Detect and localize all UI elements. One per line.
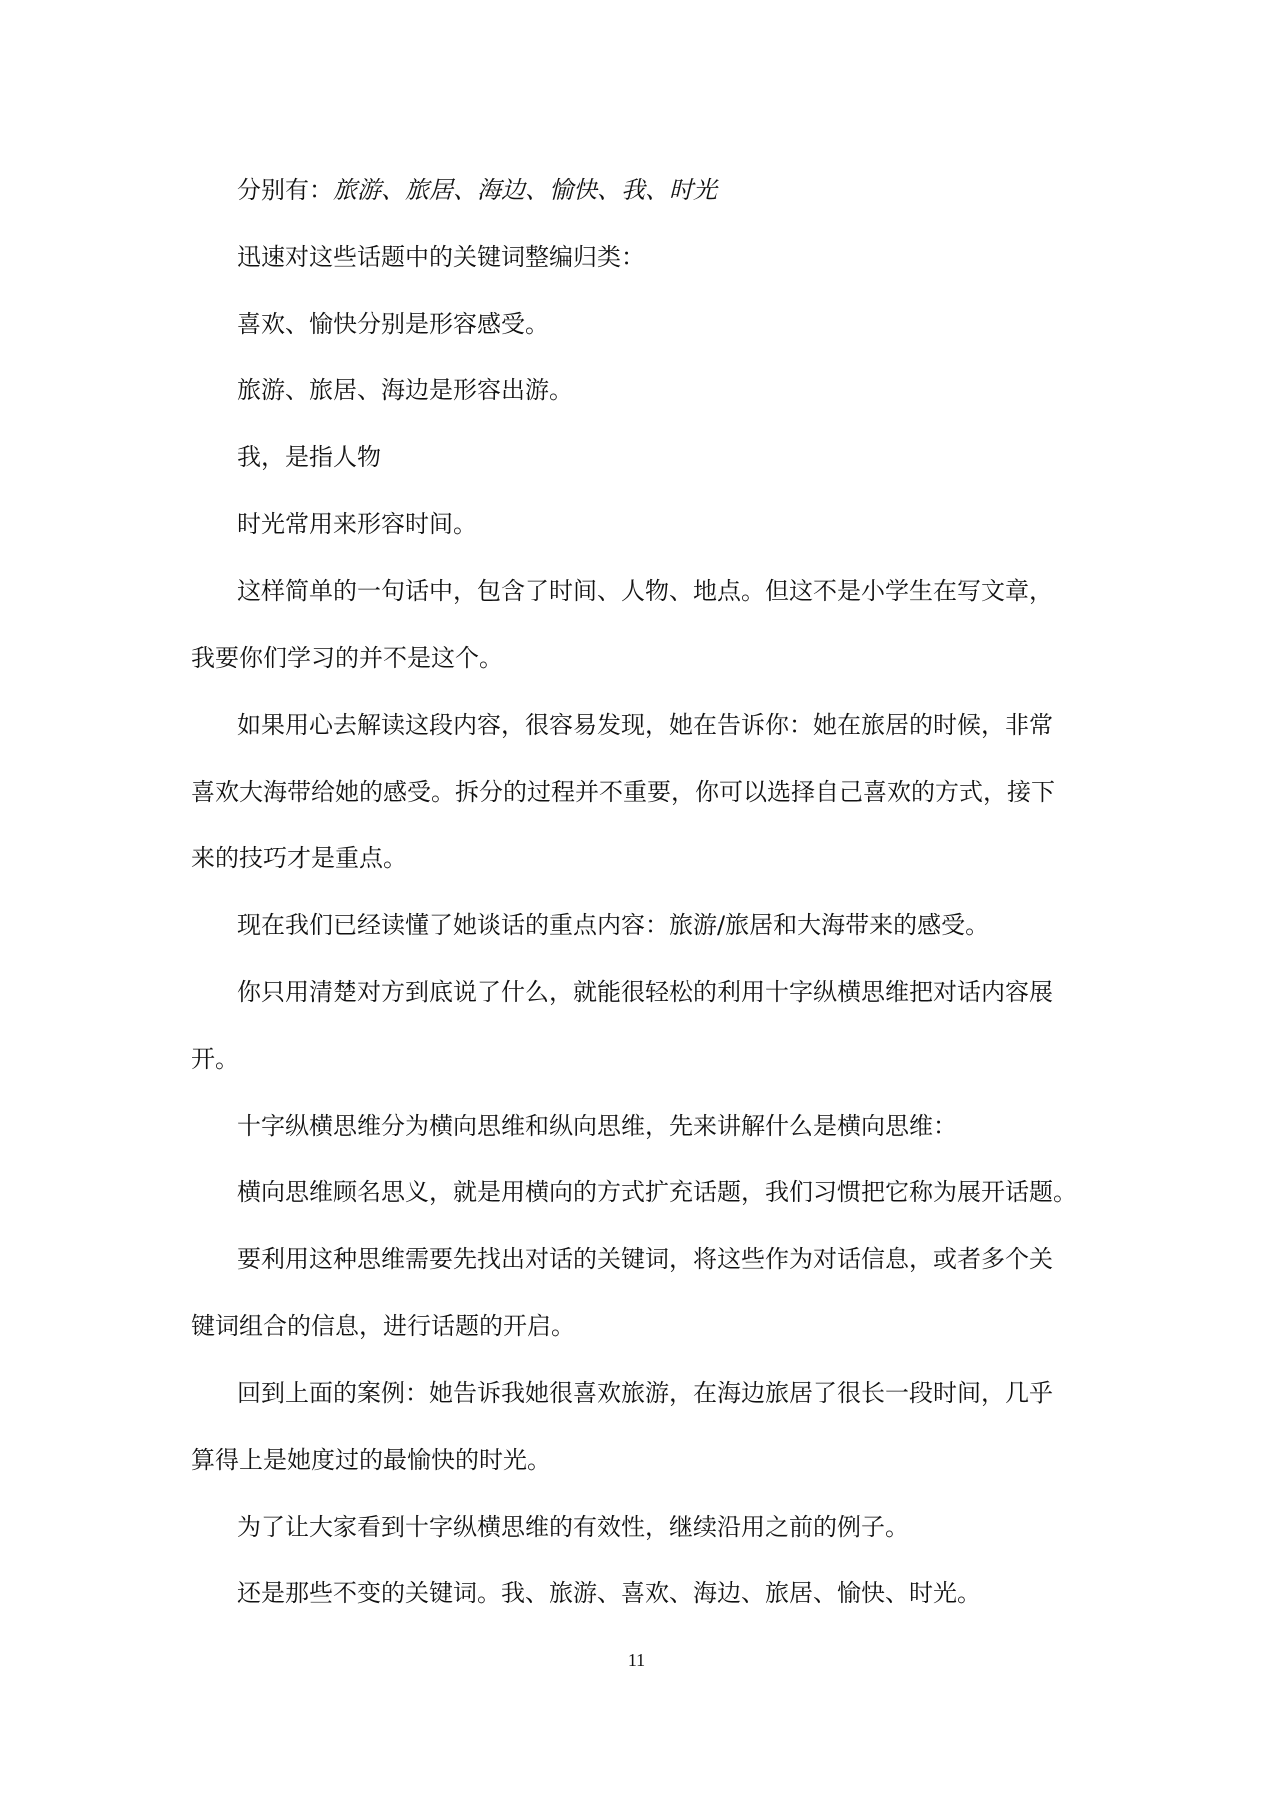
paragraph-line: 十字纵横思维分为横向思维和纵向思维，先来讲解什么是横向思维：	[237, 1112, 957, 1140]
paragraph-line: 我要你们学习的并不是这个。	[191, 644, 503, 672]
paragraph-line: 现在我们已经读懂了她谈话的重点内容：旅游/旅居和大海带来的感受。	[237, 911, 990, 939]
paragraph-line: 如果用心去解读这段内容，很容易发现，她在告诉你：她在旅居的时候，非常	[237, 711, 1053, 739]
paragraph-line: 键词组合的信息，进行话题的开启。	[191, 1312, 575, 1340]
paragraph-line: 这样简单的一句话中，包含了时间、人物、地点。但这不是小学生在写文章，	[237, 577, 1053, 605]
paragraph-line: 迅速对这些话题中的关键词整编归类：	[237, 243, 645, 271]
paragraph-line: 我，是指人物	[237, 443, 381, 471]
paragraph-line: 还是那些不变的关键词。我、旅游、喜欢、海边、旅居、愉快、时光。	[237, 1579, 981, 1607]
paragraph-line: 时光常用来形容时间。	[237, 510, 477, 538]
paragraph-line: 算得上是她度过的最愉快的时光。	[191, 1446, 551, 1474]
paragraph-line: 横向思维顾名思义，就是用横向的方式扩充话题，我们习惯把它称为展开话题。	[237, 1178, 1077, 1206]
paragraph-line: 喜欢大海带给她的感受。拆分的过程并不重要，你可以选择自己喜欢的方式，接下	[191, 778, 1055, 806]
paragraph-line: 来的技巧才是重点。	[191, 844, 407, 872]
paragraph-line: 为了让大家看到十字纵横思维的有效性，继续沿用之前的例子。	[237, 1513, 909, 1541]
keywords-prefix: 分别有：	[237, 176, 333, 204]
paragraph-line: 开。	[191, 1045, 239, 1073]
paragraph-line: 你只用清楚对方到底说了什么，就能很轻松的利用十字纵横思维把对话内容展	[237, 978, 1053, 1006]
paragraph-line: 旅游、旅居、海边是形容出游。	[237, 376, 573, 404]
paragraph-line: 回到上面的案例：她告诉我她很喜欢旅游，在海边旅居了很长一段时间，几乎	[237, 1379, 1053, 1407]
keywords-line	[237, 175, 717, 205]
page-number: 11	[627, 1650, 646, 1670]
paragraph-line: 喜欢、愉快分别是形容感受。	[237, 310, 549, 338]
keywords-italic: 旅游、旅居、海边、愉快、我、时光	[333, 176, 717, 204]
paragraph-line: 要利用这种思维需要先找出对话的关键词，将这些作为对话信息，或者多个关	[237, 1245, 1053, 1273]
